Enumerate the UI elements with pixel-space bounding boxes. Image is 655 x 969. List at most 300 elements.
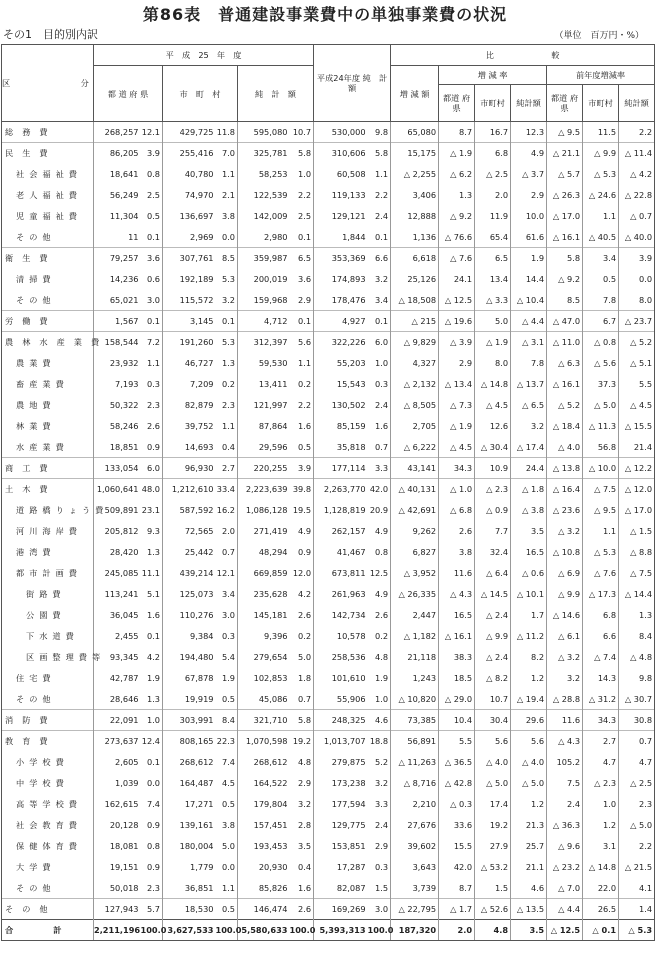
cell: 105.2: [547, 752, 583, 773]
row-label: 老人福祉費: [2, 185, 94, 206]
cell: 0.4: [298, 862, 312, 872]
cell: △ 7.6: [439, 248, 475, 269]
cell: △ 4.0: [511, 752, 547, 773]
cell: 9,384: [163, 626, 216, 647]
cell: △ 0.6: [511, 563, 547, 584]
cell: △ 4.0: [547, 437, 583, 458]
cell: 5.6: [290, 332, 314, 353]
cell: 18.8: [368, 731, 391, 752]
cell: 4.7: [619, 752, 655, 773]
cell: 61.6: [511, 227, 547, 248]
cell: △ 1,182: [391, 626, 439, 647]
cell: 9.8: [619, 668, 655, 689]
cell: △ 9.5: [547, 122, 583, 143]
cell: 136,697: [163, 206, 216, 227]
cell: 12.1: [141, 127, 160, 137]
table-row: [2, 815, 655, 836]
cell: 2.3: [146, 400, 160, 410]
header-change-rate: 増 減 率: [439, 66, 547, 85]
cell: 39,602: [391, 836, 439, 857]
cell: 0.8: [146, 841, 160, 851]
cell: 129,775: [314, 815, 368, 836]
cell: △ 1.0: [439, 479, 475, 500]
row-label: 保健体育費: [2, 836, 94, 857]
cell: 1.9: [146, 673, 160, 683]
cell: △ 9.5: [583, 500, 619, 521]
cell: 5.3: [221, 274, 235, 284]
cell: 18,641: [94, 164, 141, 185]
cell: 6.5: [475, 248, 511, 269]
cell: 3.8: [439, 542, 475, 563]
cell: 0.3: [221, 631, 235, 641]
cell: 248,325: [314, 710, 368, 731]
cell: 273,637: [94, 731, 141, 752]
cell: △ 14.4: [619, 584, 655, 605]
cell: △ 14.6: [547, 605, 583, 626]
cell: 1.0: [375, 693, 389, 704]
header-prefecture: 都 道 府 県: [94, 66, 163, 122]
cell: 3.0: [221, 610, 235, 620]
cell: 24.4: [511, 458, 547, 479]
cell: 101,610: [314, 668, 368, 689]
cell: 28,646: [94, 689, 141, 710]
cell: 0.7: [375, 441, 389, 452]
cell: 85,159: [314, 416, 368, 437]
unit-note: （単位 百万円・%）: [554, 31, 644, 41]
cell: 5.8: [290, 710, 314, 731]
cell: 2.6: [439, 521, 475, 542]
cell: △ 8.2: [475, 668, 511, 689]
row-label: 農地費: [2, 395, 94, 416]
cell: 24.1: [439, 269, 475, 290]
cell: △ 42.8: [439, 773, 475, 794]
cell: 125,073: [163, 584, 216, 605]
cell: 142,009: [238, 206, 290, 227]
cell: 3.0: [146, 294, 160, 305]
cell: △ 9.9: [475, 626, 511, 647]
cell: 0.8: [375, 547, 389, 557]
header-rate-city: 市町村: [475, 85, 511, 122]
cell: 25,442: [163, 542, 216, 563]
cell: △ 7.4: [583, 647, 619, 668]
cell: △ 11,263: [391, 752, 439, 773]
cell: 16.5: [439, 605, 475, 626]
cell: △ 6.8: [439, 500, 475, 521]
cell: 174,893: [314, 269, 368, 290]
cell: 5.5: [439, 731, 475, 752]
cell: △ 5.0: [583, 395, 619, 416]
cell: △ 52.6: [475, 899, 511, 920]
cell: 1.3: [619, 605, 655, 626]
row-label: 労働費: [2, 311, 94, 332]
cell: 303,991: [163, 710, 216, 731]
cell: 0.0: [146, 778, 160, 788]
header-prev-pref: 都道 府県: [547, 85, 583, 122]
cell: △ 5.6: [583, 353, 619, 374]
cell: 0.2: [298, 631, 312, 641]
cell: 4,927: [314, 311, 368, 332]
cell: 0.5: [221, 693, 235, 704]
row-label: 社会福祉費: [2, 164, 94, 185]
cell: 279,654: [238, 647, 290, 668]
cell: 0.2: [298, 379, 312, 389]
cell: 5.6: [475, 731, 511, 752]
cell: 15,543: [314, 374, 368, 395]
cell: 37.3: [583, 374, 619, 395]
cell: 127,943: [94, 899, 141, 920]
cell: 1.6: [298, 421, 312, 431]
cell: 56,891: [391, 731, 439, 752]
cell: 10,578: [314, 626, 368, 647]
cell: 56,249: [94, 185, 141, 206]
table-row: [2, 752, 655, 773]
cell: 32.4: [475, 542, 511, 563]
cell: △ 12.2: [619, 458, 655, 479]
cell: 4.8: [375, 652, 389, 662]
cell: 4.2: [146, 652, 160, 662]
cell: 48.0: [141, 479, 163, 500]
cell: 3.2: [511, 416, 547, 437]
cell: △ 1.7: [439, 899, 475, 920]
table-row: [2, 899, 655, 920]
cell: 40,780: [163, 164, 216, 185]
cell: △ 26,335: [391, 584, 439, 605]
cell: 1.9: [375, 673, 389, 683]
cell: 1,086,128: [238, 500, 290, 521]
row-label: 土木費: [2, 479, 94, 500]
cell: 1,212,610: [163, 479, 216, 500]
cell: 19,919: [163, 689, 216, 710]
cell: 13,411: [238, 374, 290, 395]
cell: 142,734: [314, 605, 368, 626]
cell: 20,128: [94, 815, 141, 836]
cell: 0.5: [146, 211, 160, 221]
cell: 2.4: [375, 400, 389, 410]
cell: 22.3: [216, 731, 238, 752]
cell: 0.9: [146, 441, 160, 452]
cell: 0.9: [146, 820, 160, 830]
cell: 1.1: [146, 358, 160, 368]
cell: △ 2,255: [391, 164, 439, 185]
cell: △ 13.4: [439, 374, 475, 395]
cell: 245,085: [94, 563, 141, 584]
cell: 41,467: [314, 542, 368, 563]
cell: 11.5: [583, 122, 619, 143]
cell: 22,091: [94, 710, 141, 731]
cell: 0.6: [146, 274, 160, 284]
cell: 162,615: [94, 794, 141, 815]
table-row: [2, 836, 655, 857]
cell: 158,544: [94, 332, 141, 353]
cell: 1,136: [391, 227, 439, 248]
cell: 55,906: [314, 689, 368, 710]
cell: 93,345: [94, 647, 141, 668]
cell: 173,238: [314, 773, 368, 794]
cell: 2.9: [511, 185, 547, 206]
cell: 50,322: [94, 395, 141, 416]
cell: 5,580,633: [238, 920, 290, 941]
cell: 25,126: [391, 269, 439, 290]
cell: 6.8: [583, 605, 619, 626]
cell: 322,226: [314, 332, 368, 353]
cell: △ 4.5: [475, 395, 511, 416]
cell: 4.9: [375, 526, 389, 536]
cell: 3.5: [298, 841, 312, 851]
cell: 5.5: [619, 374, 655, 395]
cell: 187,320: [391, 920, 439, 941]
cell: 530,000: [314, 122, 368, 143]
cell: 55,203: [314, 353, 368, 374]
cell: 8.5: [547, 290, 583, 311]
table-row: [2, 626, 655, 647]
table-row: [2, 521, 655, 542]
cell: △ 9,829: [391, 332, 439, 353]
data-table: [1, 44, 655, 941]
table-row: [2, 395, 655, 416]
cell: 29.6: [511, 710, 547, 731]
cell: 20.9: [369, 505, 389, 515]
cell: 85,826: [238, 878, 290, 899]
header-rate-pref: 都道 府県: [439, 85, 475, 122]
cell: 6,618: [391, 248, 439, 269]
cell: 220,255: [238, 458, 290, 479]
cell: 271,419: [238, 521, 290, 542]
cell: 3.4: [375, 294, 389, 305]
cell: 30.4: [475, 710, 511, 731]
cell: △ 2.5: [475, 164, 511, 185]
cell: 35,818: [314, 437, 368, 458]
cell: △ 10.0: [583, 458, 619, 479]
cell: 59,530: [238, 353, 290, 374]
table-row: [2, 311, 655, 332]
cell: 159,968: [238, 290, 290, 311]
cell: △ 5.3: [619, 920, 655, 941]
cell: 3.6: [298, 274, 312, 284]
row-label: その他: [2, 878, 94, 899]
cell: 8.4: [216, 710, 238, 731]
cell: 4.9: [511, 143, 547, 164]
table-row: [2, 773, 655, 794]
cell: △ 1.9: [475, 332, 511, 353]
cell: 10.7: [292, 127, 312, 137]
cell: △ 14.5: [475, 584, 511, 605]
cell: 3.2: [547, 668, 583, 689]
cell: 12.5: [369, 568, 389, 578]
cell: 17,287: [314, 857, 368, 878]
cell: 65,021: [94, 290, 141, 311]
cell: 235,628: [238, 584, 290, 605]
cell: 0.3: [146, 379, 160, 389]
cell: △ 3.2: [547, 647, 583, 668]
cell: 1.1: [298, 358, 312, 368]
cell: 7,209: [163, 374, 216, 395]
cell: 82,879: [163, 395, 216, 416]
cell: 3.3: [368, 458, 391, 479]
cell: △ 2.3: [475, 479, 511, 500]
cell: 15.5: [439, 836, 475, 857]
cell: 3.2: [375, 778, 389, 788]
cell: △ 3.1: [511, 332, 547, 353]
cell: 12.4: [141, 731, 163, 752]
cell: 353,369: [314, 248, 368, 269]
cell: 100.0: [290, 920, 314, 941]
cell: △ 4.0: [475, 752, 511, 773]
cell: △ 1.5: [619, 521, 655, 542]
cell: 6.5: [290, 248, 314, 269]
cell: 100.0: [141, 920, 163, 941]
cell: 2.2: [298, 400, 312, 410]
cell: 12.6: [475, 416, 511, 437]
cell: △ 0.3: [439, 794, 475, 815]
cell: △ 26.3: [547, 185, 583, 206]
cell: 8.2: [511, 647, 547, 668]
cell: △ 23.2: [547, 857, 583, 878]
cell: 2.9: [375, 841, 389, 851]
cell: △ 7.5: [583, 479, 619, 500]
cell: 18.5: [439, 668, 475, 689]
cell: △ 5.2: [547, 395, 583, 416]
table-row: [2, 794, 655, 815]
cell: 5.1: [146, 589, 160, 599]
cell: 8.7: [439, 878, 475, 899]
cell: 1,567: [94, 311, 141, 332]
cell: 153,851: [314, 836, 368, 857]
cell: 42,787: [94, 668, 141, 689]
cell: 14.4: [511, 269, 547, 290]
table-row: [2, 143, 655, 164]
cell: △ 10.1: [511, 584, 547, 605]
cell: 7.7: [475, 521, 511, 542]
cell: 0.1: [368, 311, 391, 332]
cell: △ 9.2: [547, 269, 583, 290]
table-row: [2, 731, 655, 752]
cell: 2.3: [146, 882, 160, 893]
cell: 6.0: [141, 458, 163, 479]
row-label: 畜産業費: [2, 374, 94, 395]
cell: 100.0: [216, 920, 238, 941]
cell: 439,214: [163, 563, 216, 584]
cell: 146,474: [238, 899, 290, 920]
cell: △ 3.9: [439, 332, 475, 353]
cell: 1.4: [619, 899, 655, 920]
cell: 5.8: [368, 143, 391, 164]
cell: 16.2: [216, 505, 235, 515]
header-fy25: 平 成 25 年 度: [94, 45, 314, 66]
cell: 7.8: [583, 290, 619, 311]
cell: 7.8: [511, 353, 547, 374]
cell: 1.1: [221, 169, 235, 179]
cell: △ 5.3: [583, 542, 619, 563]
cell: 5.3: [216, 332, 238, 353]
cell: 3.1: [583, 836, 619, 857]
table-row: [2, 416, 655, 437]
row-label: 街路費: [2, 584, 94, 605]
cell: △ 2.4: [475, 605, 511, 626]
cell: 3.4: [583, 248, 619, 269]
page-title: 第86表 普通建設事業費中の単独事業費の状況: [142, 5, 508, 24]
cell: 21.4: [619, 437, 655, 458]
cell: △ 6.3: [547, 353, 583, 374]
cell: 7.5: [547, 773, 583, 794]
cell: 119,133: [314, 185, 368, 206]
cell: 0.1: [290, 311, 314, 332]
cell: 2.7: [583, 731, 619, 752]
cell: 115,572: [163, 290, 216, 311]
cell: 48,294: [238, 542, 290, 563]
row-label: 下水道費: [2, 626, 94, 647]
row-label: 都市計画費: [2, 563, 94, 584]
cell: 0.9: [298, 547, 312, 557]
page-subtitle: その1 目的別内訳: [3, 28, 98, 41]
cell: △ 47.0: [547, 311, 583, 332]
cell: △ 16.1: [547, 227, 583, 248]
cell: 359,987: [238, 248, 290, 269]
cell: 12,888: [391, 206, 439, 227]
cell: 0.0: [221, 231, 235, 242]
table-row: [2, 374, 655, 395]
cell: 3.9: [141, 143, 163, 164]
cell: 3.0: [368, 899, 391, 920]
cell: 10.7: [475, 689, 511, 710]
cell: △ 17.0: [619, 500, 655, 521]
cell: 177,594: [314, 794, 368, 815]
cell: 4.9: [298, 526, 312, 536]
cell: 11.9: [475, 206, 511, 227]
row-label: 道路橋りょう費: [2, 500, 94, 521]
cell: △ 16.1: [439, 626, 475, 647]
row-label: その他: [2, 899, 94, 920]
row-label: 清掃費: [2, 269, 94, 290]
cell: 42.0: [439, 857, 475, 878]
cell: 0.2: [221, 379, 235, 389]
cell: △ 14.8: [475, 374, 511, 395]
cell: 3.4: [221, 589, 235, 599]
cell: 8.4: [619, 626, 655, 647]
cell: △ 6.1: [547, 626, 583, 647]
cell: 312,397: [238, 332, 290, 353]
cell: 39.8: [290, 479, 314, 500]
table-row: [2, 563, 655, 584]
cell: 36,045: [94, 605, 141, 626]
cell: 200,019: [238, 269, 290, 290]
cell: 1.3: [146, 693, 160, 704]
header-fy24: 平成24年度 純 計 額: [314, 45, 391, 122]
cell: 1.3: [221, 358, 235, 368]
cell: 0.1: [146, 757, 160, 767]
cell: 25.7: [511, 836, 547, 857]
cell: 6.0: [368, 332, 391, 353]
cell: 4.6: [368, 710, 391, 731]
cell: 11: [94, 227, 141, 248]
cell: △ 18,508: [391, 290, 439, 311]
cell: 1,779: [163, 857, 216, 878]
cell: 18,851: [94, 437, 141, 458]
cell: 0.1: [146, 631, 160, 641]
cell: 14,693: [163, 437, 216, 458]
cell: 3,739: [391, 878, 439, 899]
cell: 2.3: [619, 794, 655, 815]
cell: 2.5: [146, 190, 160, 200]
cell: 3,145: [163, 311, 216, 332]
cell: 0.0: [619, 269, 655, 290]
cell: △ 6.2: [439, 164, 475, 185]
cell: 58,246: [94, 416, 141, 437]
cell: △ 16.1: [547, 374, 583, 395]
cell: 1.1: [583, 521, 619, 542]
cell: 12.1: [216, 568, 235, 578]
cell: 13.4: [475, 269, 511, 290]
cell: △ 1.9: [439, 416, 475, 437]
